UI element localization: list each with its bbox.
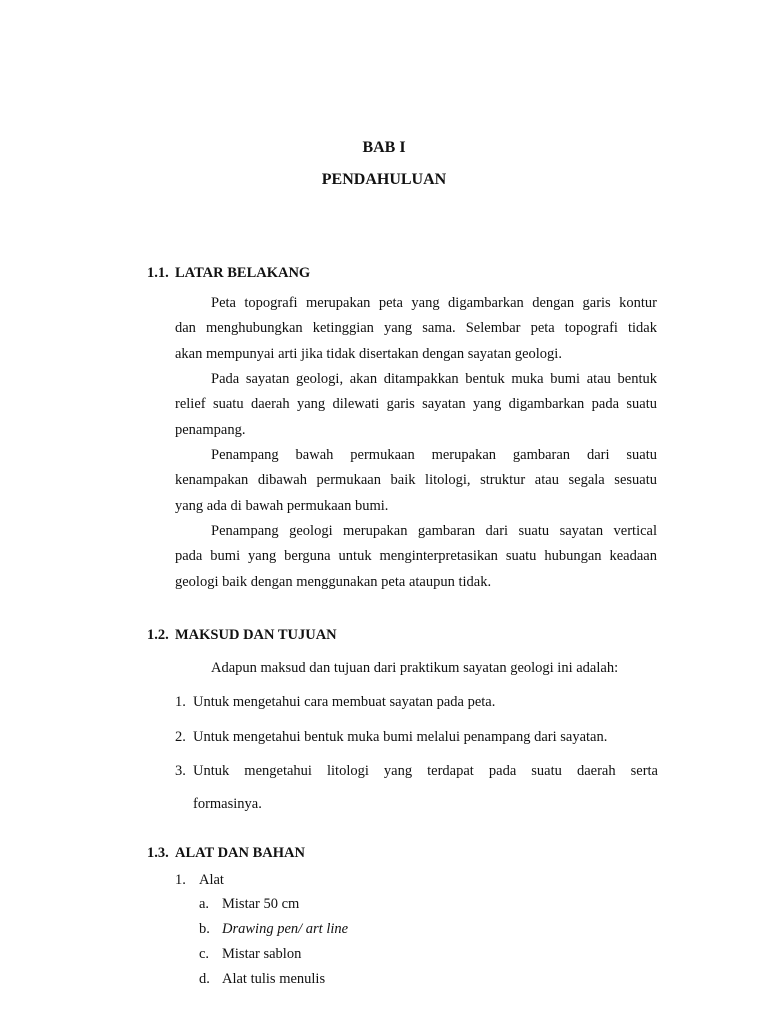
list-group-label: Alat: [199, 872, 224, 888]
section-2-heading: MAKSUD DAN TUJUAN: [175, 627, 337, 643]
section-2-intro: Adapun maksud dan tujuan dari praktikum sayatan geologi ini adalah:: [211, 660, 619, 676]
paragraph-line: yang ada di bawah permukaan bumi.: [175, 497, 389, 514]
sublist-text: Drawing pen/ art line: [222, 921, 349, 937]
paragraph-1: [175, 291, 657, 367]
sublist-text: Alat tulis menulis: [222, 971, 326, 987]
sublist-letter: c.: [199, 946, 210, 962]
list-item-number: 3.: [175, 763, 186, 779]
chapter-title: PENDAHULUAN: [321, 171, 447, 188]
list-group-number: 1.: [175, 872, 186, 888]
paragraph-line: Penampang geologi merupakan gambaran dari suatu sayatan vertical: [211, 523, 657, 539]
paragraph-2: [175, 367, 657, 443]
paragraph-line: kenampakan dibawah permukaan baik litologi, struktur atau segala sesuatu: [175, 472, 657, 489]
section-3-heading: ALAT DAN BAHAN: [175, 845, 305, 861]
list-item-number: 2.: [175, 729, 186, 745]
paragraph-line: Penampang bawah permukaan merupakan gambaran dari suatu: [211, 447, 657, 463]
paragraph-line: dan menghubungkan ketinggian yang sama. Selembar peta topografi tidak: [175, 320, 657, 337]
section-2-number: 1.2.: [147, 627, 169, 643]
sublist-text: Mistar sablon: [222, 946, 302, 962]
section-1-number: 1.1.: [147, 265, 169, 281]
sublist-letter: a.: [199, 896, 210, 912]
list-item-text: Untuk mengetahui cara membuat sayatan pada peta.: [193, 694, 496, 710]
paragraph-line: akan mempunyai arti jika tidak disertakan dengan sayatan geologi.: [175, 345, 562, 362]
paragraph-line: geologi baik dengan menggunakan peta ataupun tidak.: [175, 573, 492, 590]
paragraph-3: [175, 443, 657, 519]
section-3-number: 1.3.: [147, 845, 169, 861]
sublist-text: Mistar 50 cm: [222, 896, 300, 912]
list-item-number: 1.: [175, 694, 186, 710]
sublist-letter: d.: [199, 971, 210, 987]
paragraph-line: penampang.: [175, 421, 246, 438]
chapter-label: BAB I: [362, 139, 406, 156]
paragraph-line: pada bumi yang berguna untuk menginterpretasikan suatu hubungan keadaan: [175, 548, 657, 565]
sublist-letter: b.: [199, 921, 210, 937]
section-1-heading: LATAR BELAKANG: [175, 265, 311, 281]
list-item-text: Untuk mengetahui litologi yang terdapat pada suatu daerah serta: [193, 763, 658, 779]
list-item-text: Untuk mengetahui bentuk muka bumi melalui penampang dari sayatan.: [193, 729, 608, 745]
paragraph-line: Pada sayatan geologi, akan ditampakkan bentuk muka bumi atau bentuk: [211, 371, 657, 387]
paragraph-4: [175, 519, 657, 595]
paragraph-line: Peta topografi merupakan peta yang digambarkan dengan garis kontur: [211, 295, 657, 311]
list-item-text-continued: formasinya.: [193, 796, 262, 812]
paragraph-line: relief suatu daerah yang dilewati garis sayatan yang digambarkan pada suatu: [175, 396, 657, 413]
